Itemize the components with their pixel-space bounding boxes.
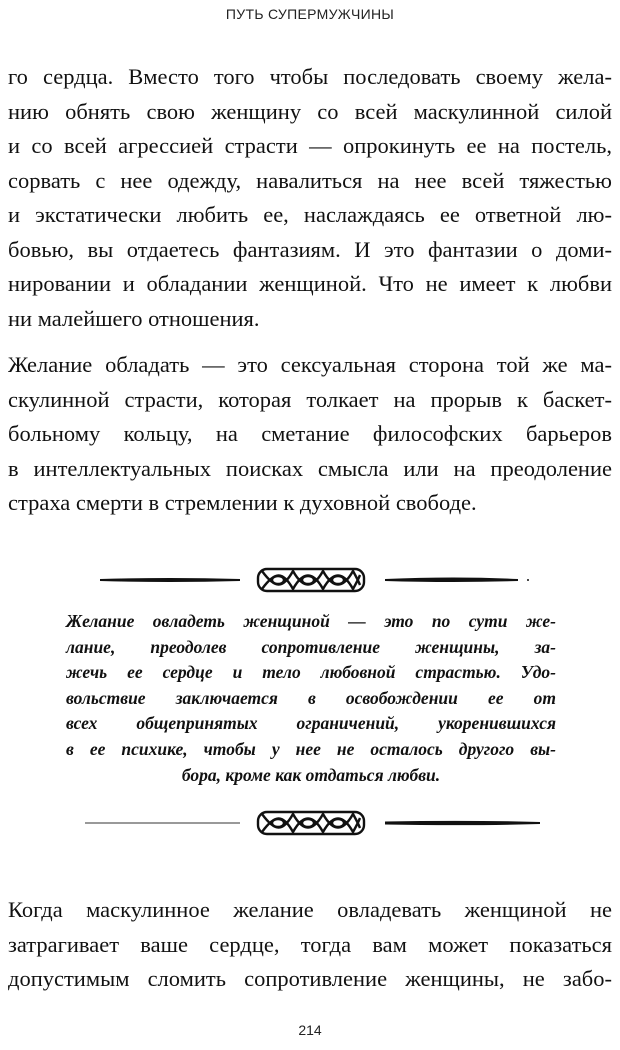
pull-quote xyxy=(66,609,556,788)
text-line: и со всей агрессией страсти — опрокинуть ее на постель, xyxy=(8,133,612,158)
text-line: нию обнять свою женщину со всей маскулинной силой xyxy=(8,98,612,124)
text-line: затрагивает ваше сердце, тогда вам может показаться xyxy=(8,931,612,957)
text-line: сорвать с нее одежду, навалиться на нее всей тяжестью xyxy=(8,167,612,193)
text-line: ни малейшего отношения. xyxy=(8,305,260,331)
text-line: больному кольцу, на сметание философских барьеров xyxy=(8,421,612,446)
text-line: допустимым сломить сопротивление женщины, не забо- xyxy=(8,966,612,991)
text-line: бовью, вы отдаетесь фантазиям. И это фантазии о доми- xyxy=(8,236,612,262)
text-line: и экстатически любить ее, наслаждаясь ее ответной лю- xyxy=(8,202,612,227)
quote-line: лание, преодолев сопротивление женщины, за- xyxy=(66,636,556,657)
text-line: в интеллектуальных поисках смысла или на преодоление xyxy=(8,455,612,481)
quote-line: всех общепринятых ограничений, укоренившихся xyxy=(66,713,556,734)
celtic-divider-top-icon xyxy=(0,560,620,600)
celtic-divider-bottom-icon xyxy=(0,803,620,843)
quote-line: в ее психике, чтобы у нее не осталось другого вы- xyxy=(66,738,556,759)
quote-line: вольствие заключается в освобождении ее от xyxy=(66,687,556,708)
text-line: Когда маскулинное желание овладевать женщиной не xyxy=(8,897,612,922)
text-line: скулинной страсти, которая толкает на прорыв к баскет- xyxy=(8,386,612,412)
text-line: Желание обладать — это сексуальная сторона той же ма- xyxy=(8,352,612,377)
text-line: страха смерти в стремлении к духовной свободе. xyxy=(8,490,477,515)
paragraph-2 xyxy=(8,348,612,521)
paragraph-1 xyxy=(8,60,612,336)
page-number: 214 xyxy=(298,1022,322,1038)
text-line: нировании и обладании женщиной. Что не имеет к любви xyxy=(8,271,612,296)
quote-line: Желание овладеть женщиной — это по сути же- xyxy=(66,611,556,631)
text-line: го сердца. Вместо того чтобы последовать своему жела- xyxy=(8,64,612,89)
quote-line: бора, кроме как отдаться любви. xyxy=(181,764,441,785)
quote-line: жечь ее сердце и тело любовной страстью. Удо- xyxy=(66,662,556,683)
running-header: ПУТЬ СУПЕРМУЖЧИНЫ xyxy=(225,6,395,22)
paragraph-3 xyxy=(8,893,612,997)
